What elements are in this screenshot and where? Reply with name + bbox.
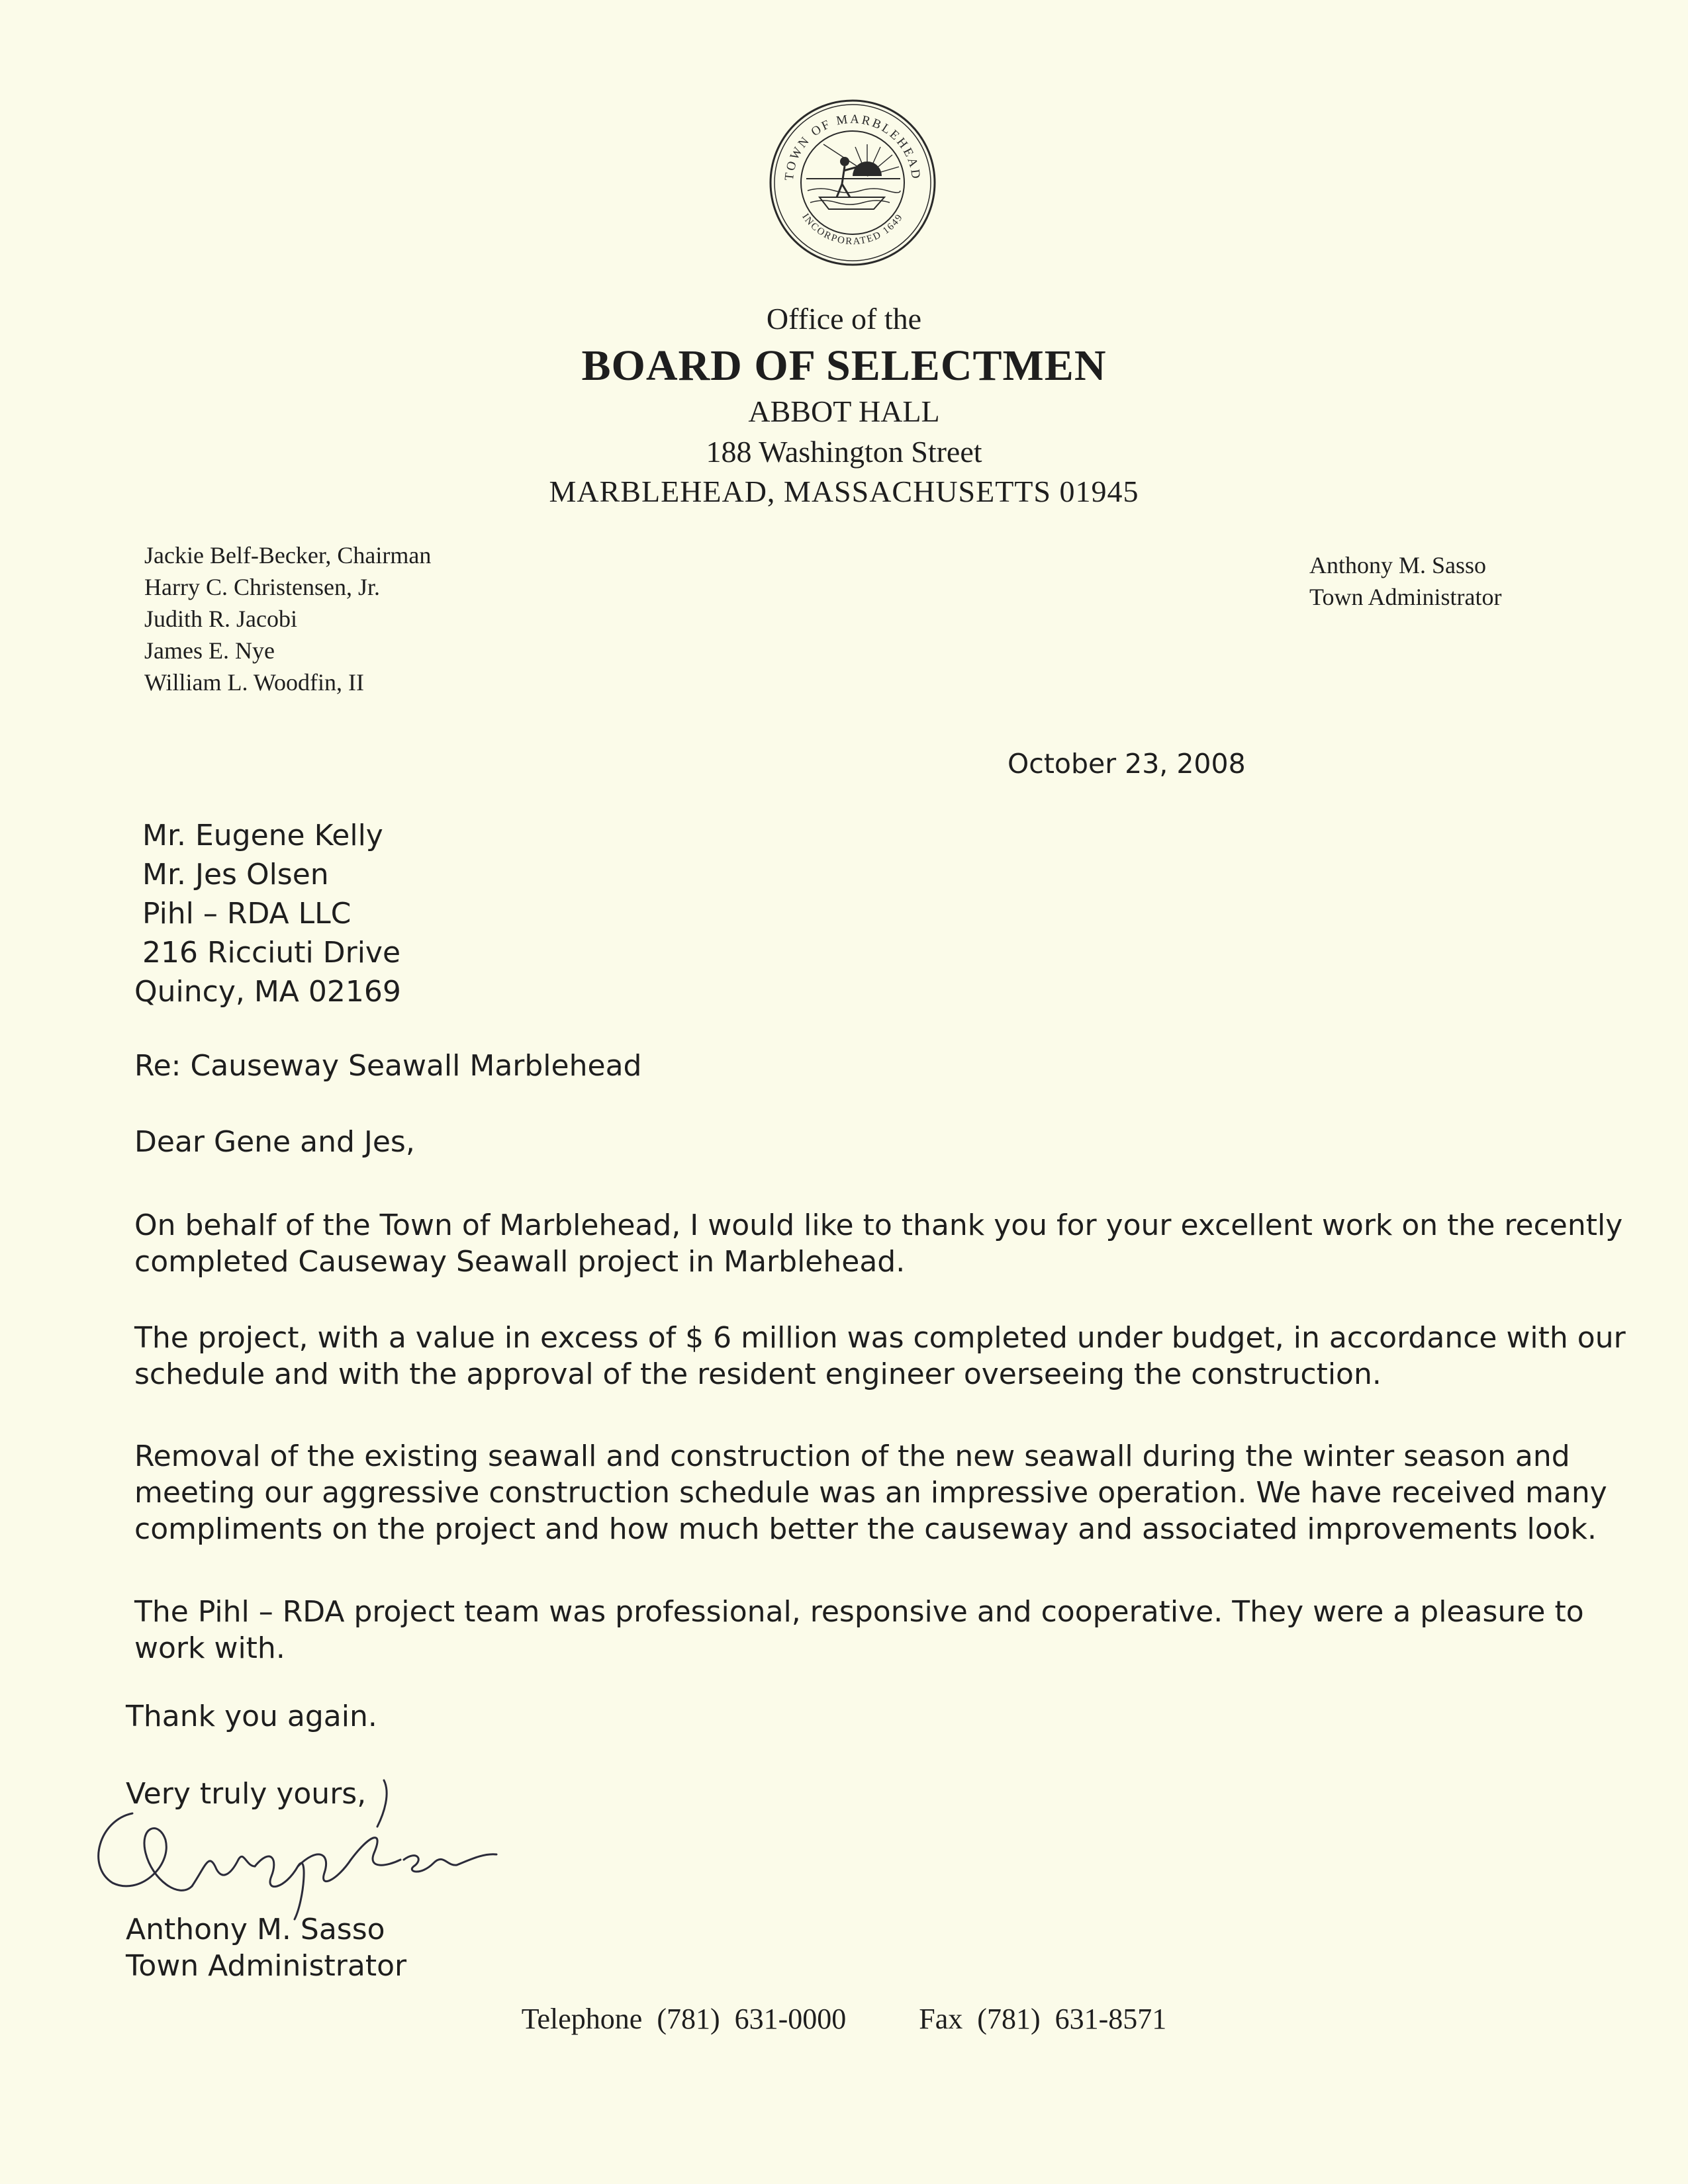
footer-contact <box>0 2002 1688 2036</box>
board-member: Harry C. Christensen, Jr. <box>144 574 380 600</box>
signer-name: Anthony M. Sasso <box>126 1913 385 1946</box>
recipient-line: Mr. Eugene Kelly <box>142 819 383 852</box>
recipient-line: 216 Ricciuti Drive <box>142 936 401 970</box>
recipient-line: Pihl – RDA LLC <box>142 897 352 931</box>
letter-date: October 23, 2008 <box>1008 748 1246 780</box>
board-members-list <box>144 539 431 698</box>
letterhead-street: 188 Washington Street <box>706 435 982 469</box>
letterhead-hall: ABBOT HALL <box>748 394 940 428</box>
board-member: James E. Nye <box>144 637 275 664</box>
subject-line: Re: Causeway Seawall Marblehead <box>134 1049 642 1083</box>
recipient-line: Mr. Jes Olsen <box>142 858 329 891</box>
signature-block <box>126 1911 406 1984</box>
footer-fax: Fax (781) 631-8571 <box>919 2003 1167 2035</box>
svg-text:INCORPORATED 1649 <box>800 212 905 247</box>
seal-text-top: TOWN OF MARBLEHEAD <box>782 112 923 181</box>
letterhead-office: Office of the <box>766 302 922 336</box>
footer-telephone: Telephone (781) 631-0000 <box>521 2003 847 2035</box>
board-member: William L. Woodfin, II <box>144 669 364 696</box>
closing-line: Very truly yours, <box>126 1777 367 1811</box>
administrator-name: Anthony M. Sasso <box>1309 552 1487 578</box>
body-paragraph: The project, with a value in excess of $ 6 million was completed under budget, in accordance with our schedule and with the approval of the resident engineer overseeing the construction. <box>134 1321 1626 1391</box>
thanks-line: Thank you again. <box>126 1700 377 1733</box>
board-member: Judith R. Jacobi <box>144 606 297 632</box>
letterhead-city: MARBLEHEAD, MASSACHUSETTS 01945 <box>549 475 1139 508</box>
recipient-address <box>134 816 401 1011</box>
body-paragraph: The Pihl – RDA project team was professional, responsive and cooperative. They were a pleasure to work with. <box>134 1595 1584 1665</box>
signer-title: Town Administrator <box>126 1949 407 1983</box>
body-paragraph: Removal of the existing seawall and construction of the new seawall during the winter season and meeting our aggressive construction schedule was an impressive operation. We have received many compliments on the project and how much better the causeway and associated improvements look. <box>134 1439 1607 1546</box>
administrator-title: Town Administrator <box>1309 584 1502 610</box>
board-member: Jackie Belf-Becker, Chairman <box>144 542 432 569</box>
recipient-line: Quincy, MA 02169 <box>134 975 401 1009</box>
body-paragraph: On behalf of the Town of Marblehead, I would like to thank you for your excellent work on the recently completed Causeway Seawall project in Marblehead. <box>134 1208 1623 1279</box>
letterhead-board-title: BOARD OF SELECTMEN <box>581 341 1107 390</box>
administrator-block <box>1309 549 1501 613</box>
town-seal-icon <box>768 98 937 267</box>
seal-text-bottom: INCORPORATED 1649 <box>800 211 906 248</box>
salutation: Dear Gene and Jes, <box>134 1125 415 1159</box>
